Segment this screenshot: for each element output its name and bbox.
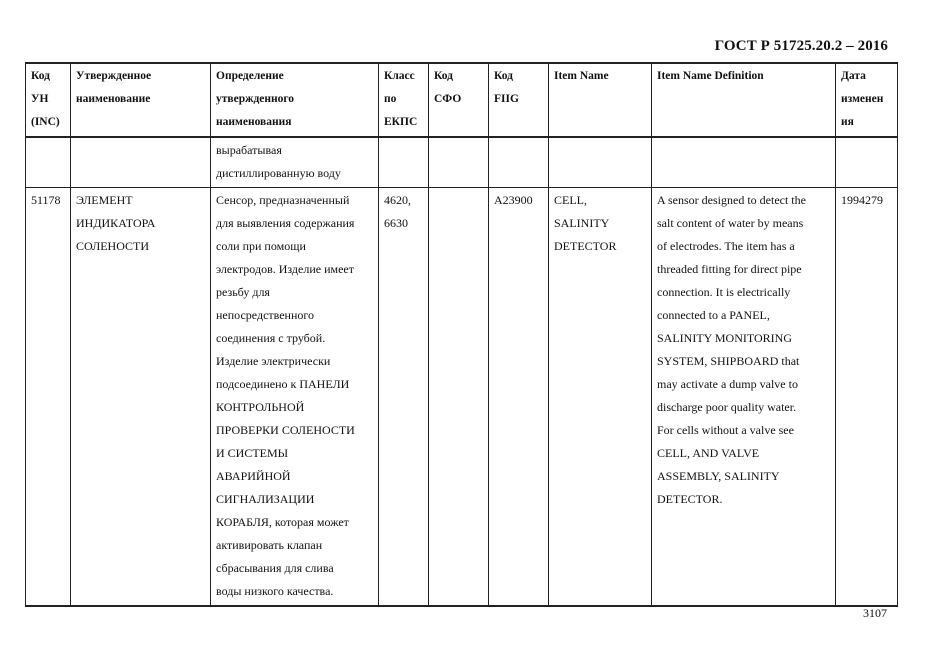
table-row — [26, 137, 898, 188]
cell-inc — [26, 137, 71, 188]
cell-item-name: CELL, SALINITY DETECTOR — [549, 188, 652, 607]
cell-item-name — [549, 137, 652, 188]
header-item-name: Item Name — [549, 63, 652, 137]
cell-class: 4620, 6630 — [379, 188, 429, 607]
header-approved-name: Утвержденное наименование — [71, 63, 211, 137]
cell-class — [379, 137, 429, 188]
cell-sfo — [429, 137, 489, 188]
cell-sfo — [429, 188, 489, 607]
cell-date: 1994279 — [836, 188, 898, 607]
cell-fiig: A23900 — [489, 188, 549, 607]
cell-definition: вырабатывая дистиллированную воду — [211, 137, 379, 188]
page-number: 3107 — [863, 606, 887, 620]
header-date: Дата изменен ия — [836, 63, 898, 137]
table-row — [26, 188, 898, 607]
standard-title: ГОСТ Р 51725.20.2 – 2016 — [714, 38, 888, 54]
cell-inc: 51178 — [26, 188, 71, 607]
header-definition: Определение утвержденного наименования — [211, 63, 379, 137]
header-item-definition: Item Name Definition — [652, 63, 836, 137]
cell-date — [836, 137, 898, 188]
header-inc: Код УН (INC) — [26, 63, 71, 137]
header-sfo: Код СФО — [429, 63, 489, 137]
cell-item-definition: A sensor designed to detect the salt content of water by means of electrodes. The item has a threaded fitting for direct pipe connection. It is electrically connected to a PANEL, SALINITY MONITORING SYSTEM, SHIPBOARD that may activate a dump valve to discharge poor quality water. For cells without a valve see CELL, AND VALVE ASSEMBLY, SALINITY DETECTOR. — [652, 188, 836, 607]
cell-fiig — [489, 137, 549, 188]
table-header-row — [26, 63, 898, 137]
cell-approved-name: ЭЛЕМЕНТ ИНДИКАТОРА СОЛЕНОСТИ — [71, 188, 211, 607]
cell-approved-name — [71, 137, 211, 188]
header-class: Класс по ЕКПС — [379, 63, 429, 137]
catalog-table — [25, 62, 898, 607]
cell-definition: Сенсор, предназначенный для выявления содержания соли при помощи электродов. Изделие имеет резьбу для непосредственного соединения с трубой. Изделие электрически подсоединено к ПАНЕЛИ КОНТРОЛЬНОЙ ПРОВЕРКИ СОЛЕНОСТИ И СИСТЕМЫ АВАРИЙНОЙ СИГНАЛИЗАЦИИ КОРАБЛЯ, которая может активировать клапан сбрасывания для слива воды низкого качества. — [211, 188, 379, 607]
header-fiig: Код FIIG — [489, 63, 549, 137]
cell-item-definition — [652, 137, 836, 188]
